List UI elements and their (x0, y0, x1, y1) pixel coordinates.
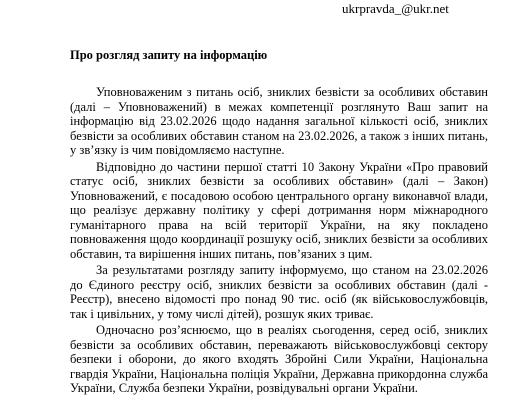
letter-subject: Про розгляд запиту на інформацію (70, 48, 268, 62)
letter-body (70, 85, 488, 396)
paragraph-4: Одночасно роз’яснюємо, що в реаліях сьогодення, серед осіб, зниклих безвісти за особливих обставин, переважають військовослужбовці сектору безпеки і оборони, до якого входять Збройні Сили України, Національна гвардія України, Національна поліція України, Державна прикордонна служба України, Служба безпеки України, розвідувальні органи України. (70, 323, 488, 395)
recipient-email: ukrpravda_@ukr.net (342, 1, 449, 16)
paragraph-3: За результатами розгляду запиту інформуємо, що станом на 23.02.2026 до Єдиного реєстру осіб, зниклих безвісти за особливих обставин (далі - Реєстр), внесено відомості про понад 90 тис. осіб (як військовослужбовців, так і цивільних, у тому числі дітей), розшук яких триває. (70, 263, 488, 321)
paragraph-1: Уповноваженим з питань осіб, зниклих безвісти за особливих обставин (далі – Уповноважений) в межах компетенції розглянуто Ваш запит на інформацію від 23.02.2026 щодо надання загальної кількості осіб, зниклих безвісти за особливих обставин станом на 23.02.2026, а також з інших питань, у зв’язку із чим повідомляємо наступне. (70, 85, 488, 157)
paragraph-2: Відповідно до частини першої статті 10 Закону України «Про правовий статус осіб, зниклих безвісти за особливих обставин» (далі – Закон) Уповноважений, є посадовою особою центрального органу виконавчої влади, що реалізує державну політику у сфері дотримання норм міжнародного гуманітарного права на всій території України, на яку покладено повноваження щодо координації розшуку осіб, зниклих безвісти за особливих обставин, та вирішення інших питань, пов’язаних з цим. (70, 159, 488, 261)
